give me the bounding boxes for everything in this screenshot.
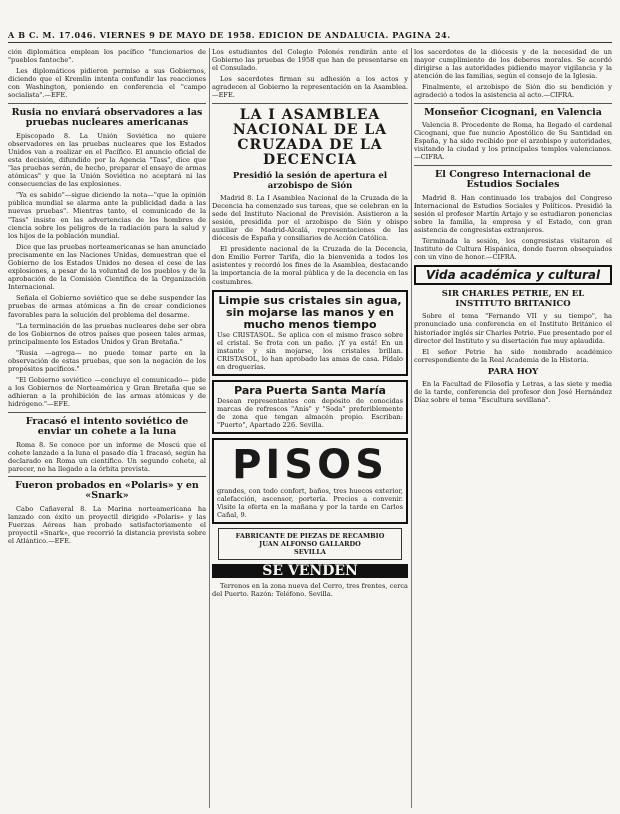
- column-rule: [411, 48, 412, 808]
- divider: [8, 103, 206, 104]
- ad-stamp: [218, 528, 402, 560]
- headline-polaris: Fueron probados en «Polaris» y en «Snark»: [15, 479, 199, 502]
- ad-body: grandes, con todo confort, baños, tres huecos exterior, calefacción, ascensor, portería. Precios a convenir. Visite la oferta en la mañana y por la tarde en Carlos Cañal, 9.: [217, 486, 403, 519]
- article-text: "La terminación de las pruebas nucleares debe ser obra de los Gobiernos de otros países que poseen tales armas, principalmente los Estados Unidos y Gran Bretaña.": [8, 321, 206, 346]
- headline-asamblea: LA I ASAMBLEA NACIONAL DE LA CRUZADA DE LA DECENCIA: [232, 106, 388, 168]
- article-text: Valencia 8. Procedente de Roma, ha llegado el cardenal Cicognani, que fue nuncio Apostólico de Su Santidad en España, y ha sido recibido por el arzobispo y autoridades, visitando la ciudad y los principales templos valencianos.—CIFRA.: [414, 121, 612, 162]
- ad-pisos-title: PISOS: [232, 441, 388, 488]
- ad-puerta-santa-maria: [212, 380, 408, 434]
- article-text: El presidente nacional de la Cruzada de la Decencia, don Emilio Ferrer Tarifa, dio la bienvenida a todos los asistentes y recordó los fines de la Asamblea, destacando la importancia de la moral pública y de la decencia en las costumbres.: [212, 245, 408, 286]
- article-text: "Rusia —agrega— no puede tomar parte en la observación de estas pruebas, que son la negación de los propósitos pacíficos.": [8, 348, 206, 374]
- section-vida-academica: Vida académica y cultural: [414, 265, 612, 285]
- headline-congreso: El Congreso Internacional de Estudios Sociales: [435, 168, 591, 191]
- page-header: A B C. M. 17.046. VIERNES 9 DE MAYO DE 1958. EDICION DE ANDALUCIA. PAGINA 24.: [8, 30, 612, 43]
- article-text: "Ya es sabido"—sigue diciendo la nota—"que la opinión pública mundial se alarma ante la publicidad dada a las nuevas pruebas". Mientras tanto, el comunicado de la "Tass" insiste en las advertencias de los hombres de ciencia sobre los peligros de la radiación para la salud y los hijos de la población mundial.: [8, 191, 206, 240]
- column-middle: [212, 48, 408, 810]
- stamp-line: SEVILLA: [294, 547, 326, 556]
- article-text: "El Gobierno soviético —concluye el comunicado— pide a los Gobiernos de Norteamérica y Gran Bretaña que se adhieran a la prohibición de las armas atómicas y de hidrógeno."—EFE.: [8, 376, 206, 409]
- headline-rusia: Rusia no enviará observadores a las pruebas nucleares americanas: [11, 106, 203, 129]
- column-rule: [209, 48, 210, 808]
- subheadline-asamblea: Presidió la sesión de apertura el arzobispo de Sión: [232, 170, 388, 191]
- article-text: Los estudiantes del Colegio Polonés rendirán ante el Gobierno las pruebas de 1958 que han de presentarse en el Consulado.: [212, 48, 408, 73]
- stamp-line: FABRICANTE DE PIEZAS DE RECAMBIO: [235, 531, 385, 540]
- ad-body: Use CRISTASOL. Se aplica con el mismo frasco sobre el cristal. Se frota con un paño. ¡Y ya está! En un instante y sin mojarse, los cristales brillan. CRISTASOL, lo han aprobado las amas de casa. Pídalo en droguerías.: [217, 330, 403, 371]
- divider: [8, 476, 206, 477]
- article-text: Terminada la sesión, los congresistas visitaron el Instituto de Cultura Hispánica, donde fueron obsequiados con un vino de honor.—CIFRA.: [414, 237, 612, 262]
- divider: [212, 103, 408, 104]
- column-left: [8, 48, 206, 810]
- banner-se-venden: SE VENDEN: [212, 564, 408, 578]
- ad-headline: Para Puerta Santa María: [234, 383, 386, 397]
- headline-para-hoy: PARA HOY: [487, 366, 539, 377]
- article-text: Madrid 8. La I Asamblea Nacional de la Cruzada de la Decencia ha comenzado sus tareas, que se celebran en la sede del Instituto Nacional de Previsión. Asistieron a la sesión, presidida por el arzobispo de Sión y obispo auxiliar de Madrid-Alcalá, representaciones de las diócesis de España y consiliarios de Acción Católica.: [212, 193, 408, 243]
- article-text: Les diplomáticos pidieron permiso a sus Gobiernos, diciendo que el Kremlin intenta confundir las reacciones con Washington, poniendo en conferencia el "campo socialista".—EFE.: [8, 67, 206, 100]
- headline-cohete: Fracasó el intento soviético de enviar un cohete a la luna: [25, 415, 189, 438]
- article-text: Sobre el tema "Fernando VII y su tiempo", ha pronunciado una conferencia en el Instituto Británico el historiador inglés sir Charles Petrie. Fue presentado por el director del Instituto y su disertación fue muy aplaudida.: [414, 312, 612, 345]
- ad-cristasol: [212, 290, 408, 376]
- article-text: Episcopado 8. La Unión Soviética no quiere observadores en las pruebas nucleares que los Estados Unidos van a realizar en el Pacífico. El anuncio oficial de esta decisión, difundido por la Agencia "Tass", dice que "las pruebas serán, de hecho, preparar el ensayo de armas atómicas" y que la Unión Soviética no aceptará ni las consecuencias de las explosiones.: [8, 131, 206, 189]
- article-text: Roma 8. Se conoce por un informe de Moscú que el cohete lanzado a la luna el pasado día 1 fracasó, según ha declarado en Roma un científico. Un segundo cohete, al parecer, no ha llegado a la órbita prevista.: [8, 440, 206, 473]
- article-text: Cabo Cañaveral 8. La Marina norteamericana ha lanzado con éxito un proyectil dirigido «Polaris» y las Fuerzas Aéreas han probado satisfactoriamente el proyectil «Snark», que recorrió la distancia prevista sobre el Atlántico.—EFE.: [8, 504, 206, 546]
- article-text: Finalmente, el arzobispo de Sión dio su bendición y agradeció a todos la asistencia al acto.—CIFRA.: [414, 83, 612, 100]
- article-text: El señor Petrie ha sido nombrado académico correspondiente de la Real Academia de la Historia.: [414, 347, 612, 364]
- ad-pisos: [212, 438, 408, 524]
- article-text: Dice que las pruebas norteamericanas se han anunciado precisamente en las Naciones Unidas, demuestran que el Gobierno de los Estados Unidos no desea el cese de las explosiones, a pesar de la voluntad de los pueblos y de la aprobación de la Comisión Científica de la Organización Internacional.: [8, 242, 206, 292]
- divider: [414, 165, 612, 166]
- article-text: ción diplomática emplean los pacífico "funcionarios de "pueblos fantoche".: [8, 48, 206, 65]
- article-text: Madrid 8. Han continuado los trabajos del Congreso Internacional de Estudios Sociales y Políticos. Presidió la sesión el profesor Martín Artajo y se estudiaron ponencias sobre la familia, la empresa y el Estado, con gran asistencia de congresistas extranjeros.: [414, 193, 612, 234]
- headline-petrie: SIR CHARLES PETRIE, EN EL INSTITUTO BRITANICO: [441, 289, 585, 310]
- stamp-line: JUAN ALFONSO GALLARDO: [259, 539, 361, 548]
- divider: [8, 412, 206, 413]
- headline-cicognani: Monseñor Cicognani, en Valencia: [424, 106, 602, 118]
- article-text: los sacerdotes de la diócesis y de la necesidad de un mayor cumplimiento de los deberes morales. Se acordó dirigirse a las autoridades pidiendo mayor vigilancia y la atención de las familias, según el consejo de la Iglesia.: [414, 48, 612, 81]
- article-text: Señala el Gobierno soviético que se debe suspender las pruebas de armas atómicas a fin de crear condiciones favorables para la solución del problema del desarme.: [8, 294, 206, 319]
- column-right: [414, 48, 612, 810]
- article-text: En la Facultad de Filosofía y Letras, a las siete y media de la tarde, conferencia del profesor don José Hernández Díaz sobre el tema "Escultura sevillana".: [414, 379, 612, 405]
- ad-headline: Limpie sus cristales sin agua, sin mojarse las manos y en mucho menos tiempo: [218, 293, 402, 331]
- divider: [414, 103, 612, 104]
- article-text: Los sacerdotes firman su adhesión a los actos y agradecen al Gobierno la representación en la Asamblea.—EFE.: [212, 75, 408, 100]
- article-text: Terrenos en la zona nueva del Cerro, tres frentes, cerca del Puerto. Razón: Teléfono. Sevilla.: [212, 581, 408, 598]
- ad-body: Desean representantes con depósito de conocidas marcas de refrescos "Anís" y "Soda" preferiblemente de zona que tengan almacén propio. Escriban: "Puerto", Apartado 226. Sevilla.: [217, 396, 403, 429]
